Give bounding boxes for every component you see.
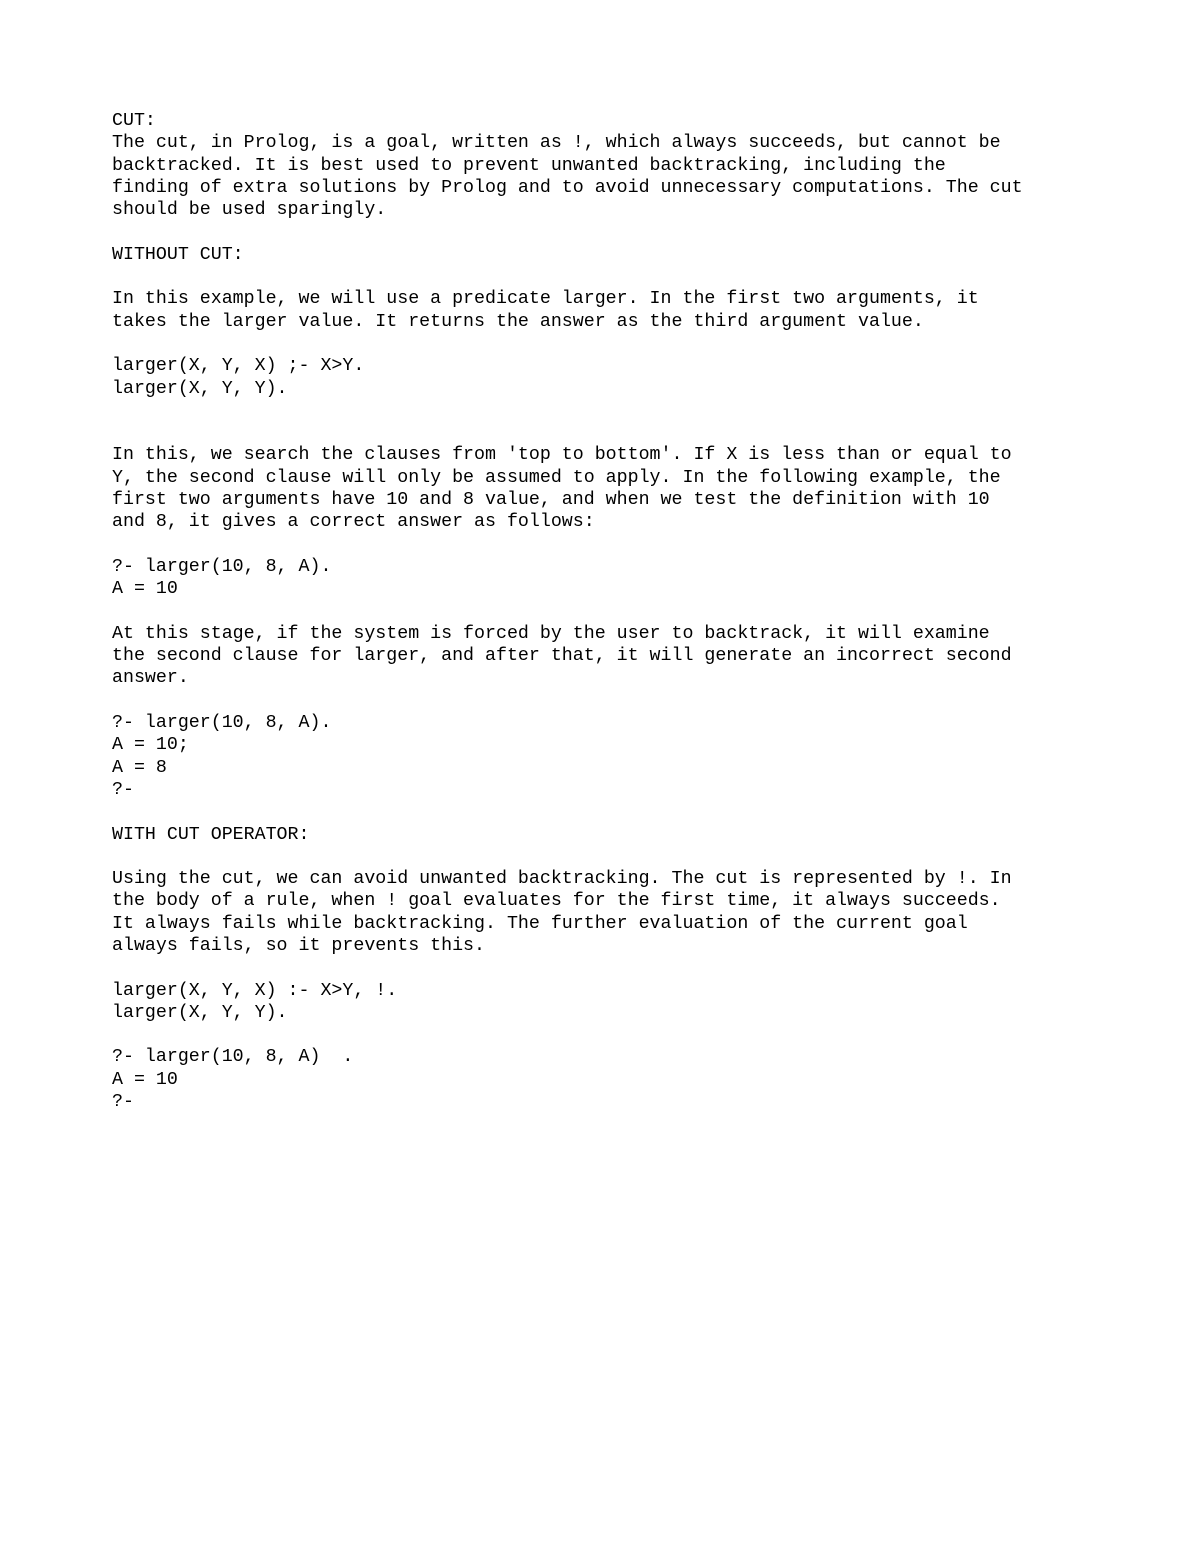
code-line: ?- larger(10, 8, A) .	[112, 1047, 354, 1068]
without-cut-intro-paragraph	[112, 288, 1112, 333]
text-line: always fails, so it prevents this.	[112, 935, 485, 956]
spacer	[112, 957, 1112, 979]
cut-intro-paragraph	[112, 132, 1112, 221]
spacer	[112, 400, 1112, 445]
text-line: answer.	[112, 668, 189, 689]
with-cut-query-block	[112, 1046, 1112, 1113]
document-page	[112, 110, 1112, 1113]
code-line: larger(X, Y, X) ;- X>Y.	[112, 356, 365, 377]
text-line: It always fails while backtracking. The further evaluation of the current goal	[112, 913, 968, 934]
code-line: ?- larger(10, 8, A).	[112, 713, 332, 734]
code-line: A = 10	[112, 579, 178, 600]
without-cut-query-block-1	[112, 556, 1112, 601]
text-line: the second clause for larger, and after that, it will generate an incorrect second	[112, 646, 1012, 667]
text-line: In this, we search the clauses from 'top to bottom'. If X is less than or equal to	[112, 445, 1012, 466]
text-line: Using the cut, we can avoid unwanted backtracking. The cut is represented by !. In	[112, 869, 1012, 890]
code-line: A = 10;	[112, 735, 189, 756]
text-line: The cut, in Prolog, is a goal, written as !, which always succeeds, but cannot be	[112, 133, 1001, 154]
code-line: larger(X, Y, Y).	[112, 1002, 288, 1023]
spacer	[112, 601, 1112, 623]
text-line: first two arguments have 10 and 8 value, and when we test the definition with 10	[112, 490, 990, 511]
spacer	[112, 801, 1112, 823]
spacer	[112, 846, 1112, 868]
without-cut-backtrack-paragraph	[112, 623, 1112, 690]
code-line: larger(X, Y, Y).	[112, 378, 288, 399]
text-line: takes the larger value. It returns the answer as the third argument value.	[112, 311, 924, 332]
code-line: ?-	[112, 779, 134, 800]
text-line: Y, the second clause will only be assumed to apply. In the following example, the	[112, 467, 1001, 488]
text-line: and 8, it gives a correct answer as follows:	[112, 512, 595, 533]
spacer	[112, 221, 1112, 243]
with-cut-heading: WITH CUT OPERATOR:	[112, 824, 310, 845]
spacer	[112, 690, 1112, 712]
text-line: backtracked. It is best used to prevent unwanted backtracking, including the	[112, 155, 946, 176]
text-line: In this example, we will use a predicate larger. In the first two arguments, it	[112, 289, 979, 310]
without-cut-heading: WITHOUT CUT:	[112, 244, 244, 265]
without-cut-code-block	[112, 355, 1112, 400]
code-line: A = 10	[112, 1069, 178, 1090]
text-line: the body of a rule, when ! goal evaluates for the first time, it always succeeds.	[112, 891, 1001, 912]
code-line: ?- larger(10, 8, A).	[112, 556, 332, 577]
with-cut-intro-paragraph	[112, 868, 1112, 957]
without-cut-query-block-2	[112, 712, 1112, 801]
spacer	[112, 266, 1112, 288]
without-cut-explain-paragraph	[112, 444, 1112, 533]
spacer	[112, 333, 1112, 355]
code-line: larger(X, Y, X) :- X>Y, !.	[112, 980, 398, 1001]
text-line: finding of extra solutions by Prolog and to avoid unnecessary computations. The cut	[112, 177, 1023, 198]
with-cut-code-block	[112, 980, 1112, 1025]
spacer	[112, 534, 1112, 556]
cut-heading: CUT:	[112, 111, 156, 131]
text-line: At this stage, if the system is forced by the user to backtrack, it will examine	[112, 623, 990, 644]
code-line: ?-	[112, 1092, 134, 1113]
spacer	[112, 1024, 1112, 1046]
text-line: should be used sparingly.	[112, 200, 387, 221]
code-line: A = 8	[112, 757, 167, 778]
